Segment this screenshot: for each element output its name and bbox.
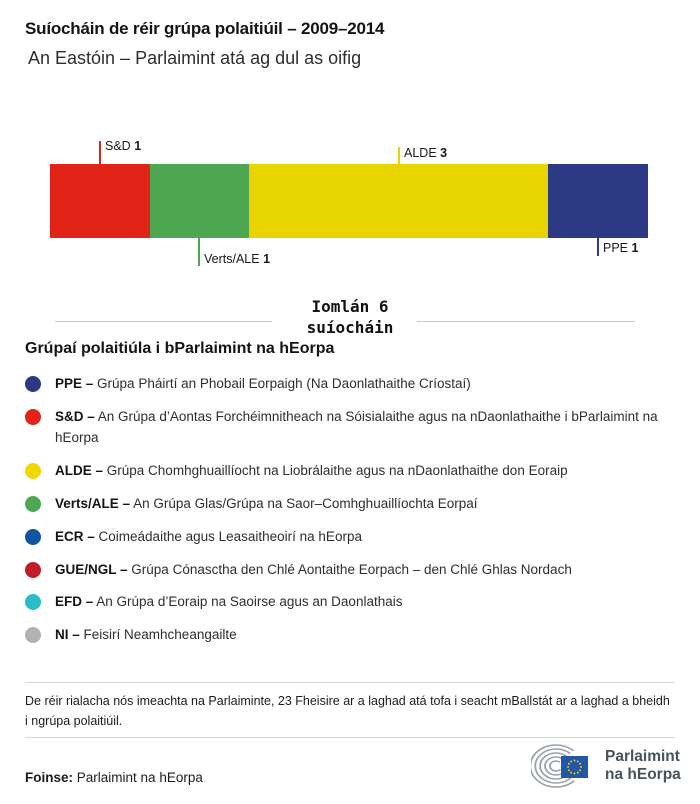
logo-line1: Parlaimint — [605, 748, 680, 765]
group-seats: 1 — [631, 241, 639, 255]
legend-text — [55, 625, 237, 646]
legend-text — [55, 527, 362, 548]
legend — [25, 340, 682, 658]
legend-code: EFD – — [55, 594, 94, 610]
seats-stacked-bar — [50, 164, 648, 238]
legend-code: Verts/ALE – — [55, 495, 131, 511]
legend-code: ALDE – — [55, 462, 104, 478]
callout-tick-ppe — [597, 238, 599, 256]
eu-flag-icon — [561, 756, 588, 778]
legend-item-ppe — [25, 374, 682, 395]
logo-line2: na hEorpa — [605, 766, 681, 783]
legend-item-alde — [25, 461, 682, 482]
legend-text — [55, 494, 478, 515]
alde-color-dot — [25, 463, 41, 479]
parliament-hemicycle-icon — [531, 741, 597, 791]
legend-text — [55, 407, 682, 449]
gue-ngl-color-dot — [25, 562, 41, 578]
legend-item-ecr — [25, 527, 682, 548]
group-code: ALDE — [404, 146, 437, 160]
legend-code: S&D – — [55, 408, 95, 424]
legend-code: PPE – — [55, 376, 94, 391]
total-line1: Iomlán 6 — [311, 297, 389, 316]
source-line — [25, 770, 203, 785]
callout-tick-verts-ale — [198, 238, 200, 266]
source-value: Parlaimint na hEorpa — [76, 770, 203, 785]
european-parliament-logo — [531, 741, 681, 791]
total-line2: suíocháin — [306, 318, 394, 337]
legend-text — [55, 560, 572, 581]
legend-code: NI – — [55, 627, 80, 643]
bar-segment-alde — [249, 164, 548, 238]
footer-note: De réir rialacha nós imeachta na Parlaiminte, 23 Fheisire ar a laghad atá tofa i seacht mBallstát ar a laghad a bheidh i ngrúpa polaitiúil. — [25, 694, 670, 728]
callout-tick-alde — [398, 147, 400, 164]
legend-description: Coimeádaithe agus Leasaitheoirí na hEorpa — [98, 528, 362, 544]
callout-label-alde — [404, 146, 447, 160]
total-divider-left — [55, 321, 272, 322]
callout-label-verts-ale — [204, 252, 270, 266]
page-title: Suíocháin de réir grúpa polaitiúil – 2009–2014 — [25, 19, 385, 38]
ppe-color-dot — [25, 376, 41, 392]
callout-label-ppe — [603, 241, 638, 255]
legend-item-ni — [25, 625, 682, 646]
footer-divider-bottom — [25, 737, 675, 738]
legend-description: Feisirí Neamhcheangailte — [83, 627, 237, 643]
legend-heading: Grúpaí polaitiúla i bParlaimint na hEorpa — [25, 340, 335, 357]
sd-color-dot — [25, 409, 41, 425]
legend-description: An Grúpa Glas/Grúpa na Saor–Comhghuaillíochta Eorpaí — [133, 495, 478, 511]
legend-text — [55, 374, 471, 395]
bar-segment-sd — [50, 164, 150, 238]
group-code: S&D — [105, 139, 131, 153]
callout-label-sd — [105, 139, 141, 153]
ecr-color-dot — [25, 529, 41, 545]
legend-item-verts-ale — [25, 494, 682, 515]
logo-wordmark — [605, 748, 681, 784]
callout-tick-sd — [99, 141, 101, 164]
group-code: Verts/ALE — [204, 252, 260, 266]
legend-description: An Grúpa d’Aontas Forchéimnitheach na Sóisialaithe agus na nDaonlathaithe i bParlaimint na hEorpa — [55, 408, 658, 445]
ni-color-dot — [25, 627, 41, 643]
legend-item-gue-ngl — [25, 560, 682, 581]
verts-ale-color-dot — [25, 496, 41, 512]
group-seats: 3 — [440, 146, 448, 160]
legend-description: Grúpa Chomhghuaillíocht na Liobrálaithe agus na nDaonlathaithe don Eoraip — [106, 462, 568, 478]
group-code: PPE — [603, 241, 629, 255]
legend-description: An Grúpa d’Eoraip na Saoirse agus an Daonlathais — [96, 594, 403, 610]
footer-divider-top — [25, 682, 675, 683]
source-label: Foinse: — [25, 770, 74, 785]
group-seats: 1 — [134, 139, 142, 153]
total-seats-label — [250, 296, 450, 338]
legend-code: GUE/NGL – — [55, 561, 128, 577]
legend-description: Grúpa Pháirtí an Phobail Eorpaigh (Na Daonlathaithe Críostaí) — [97, 376, 471, 391]
legend-code: ECR – — [55, 528, 95, 544]
legend-description: Grúpa Cónasctha den Chlé Aontaithe Eorpach – den Chlé Ghlas Nordach — [131, 561, 572, 577]
bar-segment-ppe — [548, 164, 648, 238]
group-seats: 1 — [263, 252, 271, 266]
bar-segment-verts-ale — [150, 164, 250, 238]
legend-item-sd — [25, 407, 682, 449]
legend-text — [55, 461, 568, 482]
page-subtitle: An Eastóin – Parlaimint atá ag dul as oifig — [28, 48, 362, 68]
efd-color-dot — [25, 594, 41, 610]
legend-item-efd — [25, 592, 682, 613]
legend-text — [55, 592, 402, 613]
